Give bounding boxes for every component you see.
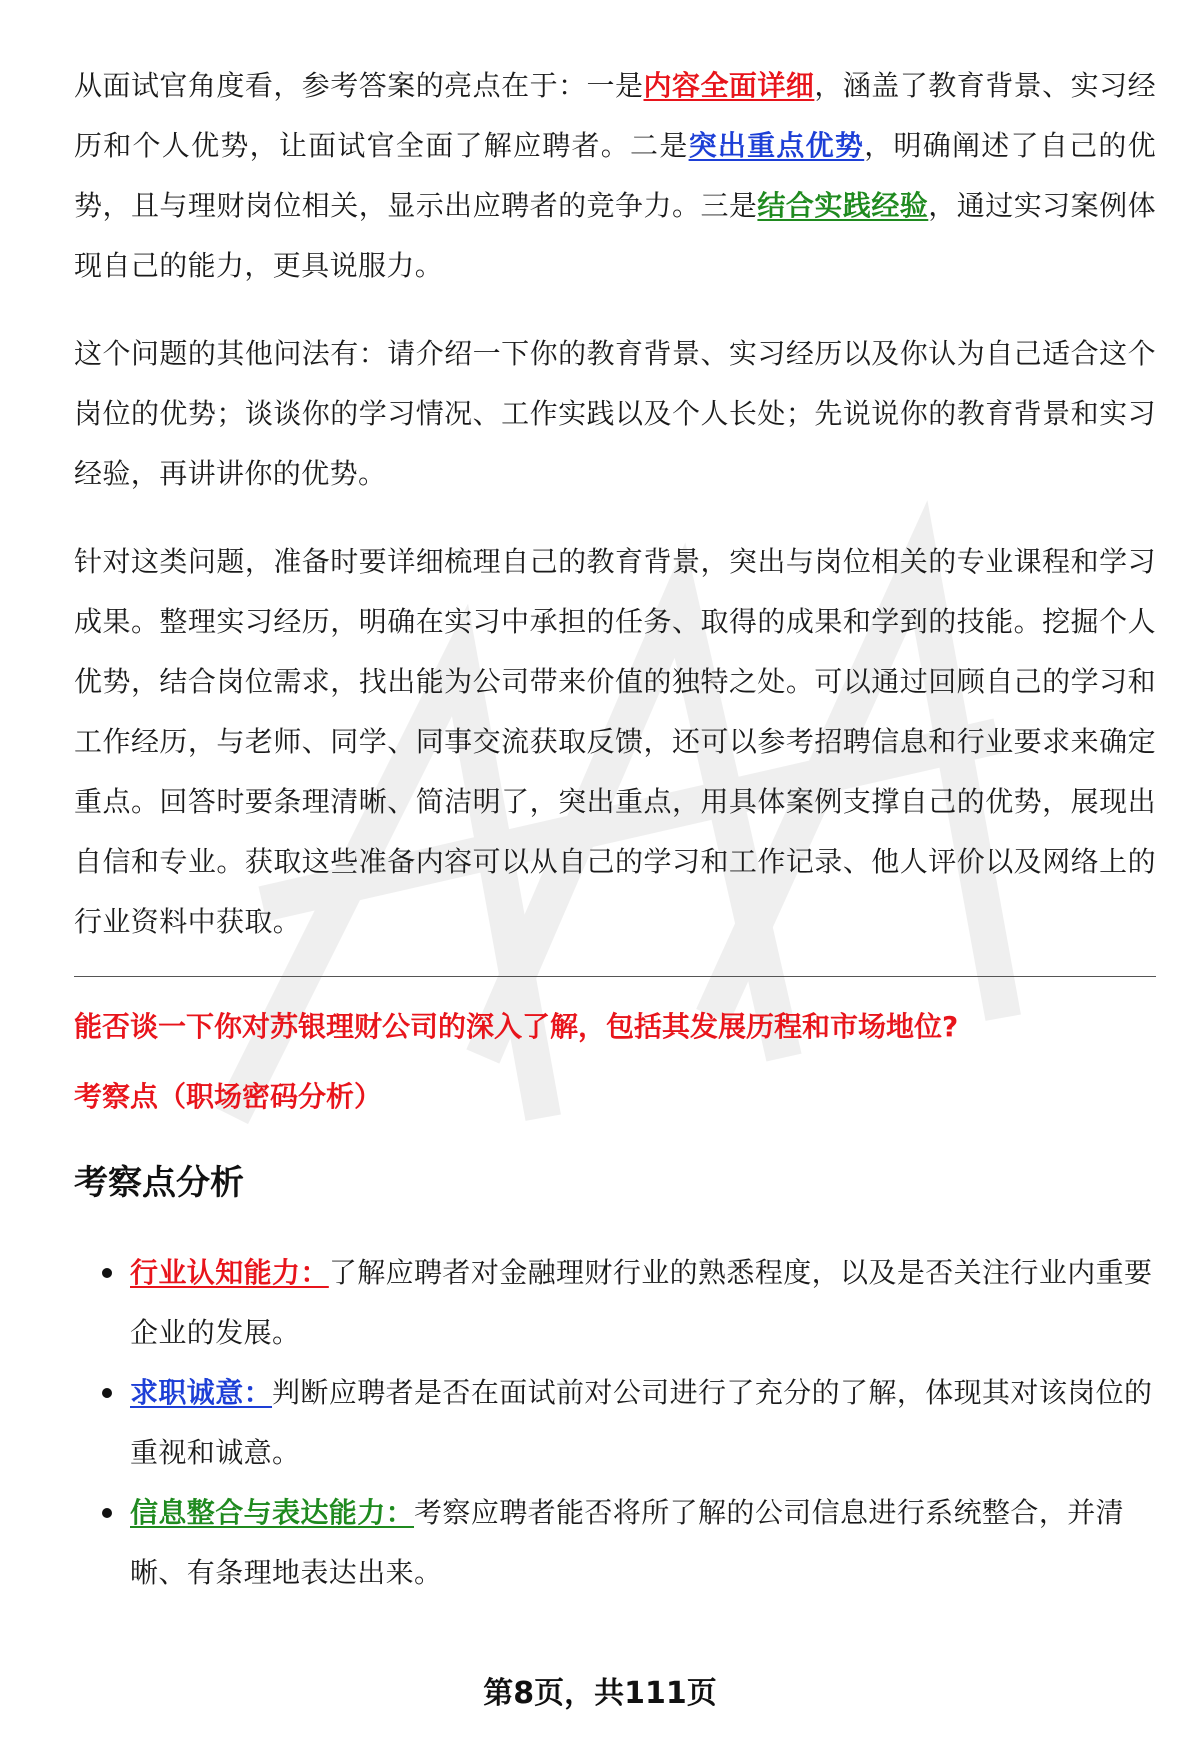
text-span: ，涵盖了教育背景、实习经历和个人优势，让面试官全面了解应聘者。二是 — [74, 69, 1156, 162]
paragraph-alternative-questions: 这个问题的其他问法有：请介绍一下你的教育背景、实习经历以及你认为自己适合这个岗位的优势；谈谈你的学习情况、工作实践以及个人长处；先说说你的教育背景和实习经验，再讲讲你的优势。 — [74, 337, 1156, 490]
text-span: 从面试官角度看，参考答案的亮点在于：一是 — [74, 69, 644, 102]
bullet-icon — [102, 1268, 112, 1278]
highlight-practice: 结合实践经验 — [757, 189, 929, 222]
list-item — [74, 1483, 1156, 1603]
page-number: 第8页，共111页 — [483, 1676, 717, 1711]
bullet-icon — [102, 1388, 112, 1398]
text-span: ，通过实习案例体现自己的能力，更具说服力。 — [74, 189, 1157, 282]
question-title: 能否谈一下你对苏银理财公司的深入了解，包括其发展历程和市场地位? — [74, 1010, 959, 1043]
list-item — [74, 1243, 1156, 1363]
highlight-key-strengths: 突出重点优势 — [688, 129, 865, 162]
bullet-icon — [102, 1508, 112, 1518]
item-text: 了解应聘者对金融理财行业的熟悉程度，以及是否关注行业内重要企业的发展。 — [130, 1256, 1153, 1349]
text-span: ，明确阐述了自己的优势，且与理财岗位相关，显示出应聘者的竞争力。三是 — [74, 129, 1156, 222]
highlight-comprehensive: 内容全面详细 — [643, 69, 815, 102]
item-label: 求职诚意： — [130, 1376, 273, 1409]
analysis-heading: 考察点分析 — [74, 1163, 244, 1203]
item-text: 考察应聘者能否将所了解的公司信息进行系统整合，并清晰、有条理地表达出来。 — [130, 1496, 1125, 1589]
question-subtitle: 考察点（职场密码分析） — [74, 1080, 383, 1113]
paragraph-highlights — [74, 56, 1156, 296]
item-label: 信息整合与表达能力： — [130, 1496, 415, 1529]
paragraph-preparation-tips: 针对这类问题，准备时要详细梳理自己的教育背景，突出与岗位相关的专业课程和学习成果。整理实习经历，明确在实习中承担的任务、取得的成果和学到的技能。挖掘个人优势，结合岗位需求，找出能为公司带来价值的独特之处。可以通过回顾自己的学习和工作经历，与老师、同学、同事交流获取反馈，还可以参考招聘信息和行业要求来确定重点。回答时要条理清晰、简洁明了，突出重点，用具体案例支撑自己的优势，展现出自信和专业。获取这些准备内容可以从自己的学习和工作记录、他人评价以及网络上的行业资料中获取。 — [74, 545, 1156, 938]
section-divider — [74, 976, 1156, 977]
analysis-list — [74, 1243, 1156, 1603]
item-text: 判断应聘者是否在面试前对公司进行了充分的了解，体现其对该岗位的重视和诚意。 — [130, 1376, 1153, 1469]
main-content — [74, 56, 1156, 1603]
item-label: 行业认知能力： — [130, 1256, 329, 1289]
list-item — [74, 1363, 1156, 1483]
